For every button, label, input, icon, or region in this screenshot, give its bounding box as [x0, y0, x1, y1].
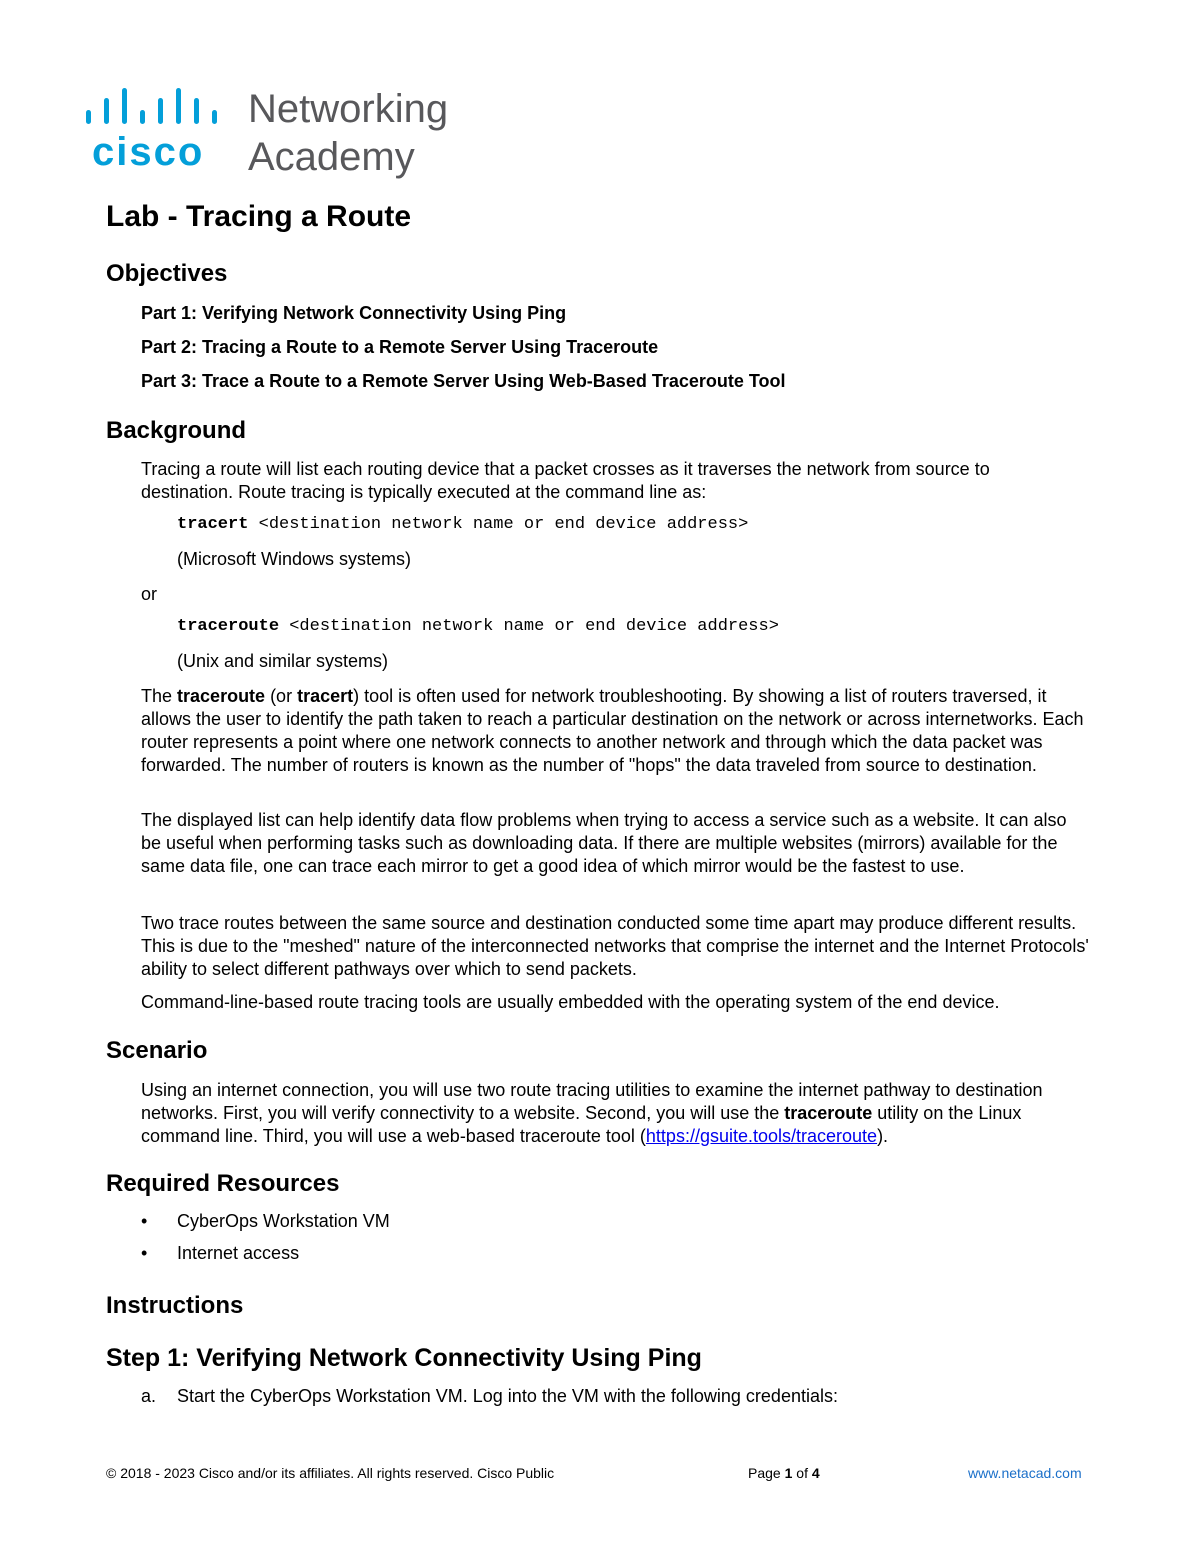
scenario-post: ). [877, 1126, 889, 1146]
background-intro-line-2: destination. Route tracing is typically executed at the command line as: [141, 482, 707, 502]
page-pre: Page [748, 1465, 785, 1481]
logo-line-academy: Academy [248, 135, 415, 179]
instructions-heading: Instructions [106, 1292, 244, 1319]
cisco-wordmark: cisco [92, 130, 205, 174]
traceroute-tool-link[interactable]: https://gsuite.tools/traceroute [645, 1126, 878, 1146]
scenario-paragraph [141, 1079, 1096, 1148]
p2-mid: (or [265, 686, 298, 706]
tracert-command [177, 515, 748, 534]
page-mid: of [792, 1465, 812, 1481]
page-num: 1 [784, 1465, 793, 1481]
objective-part-2: Part 2: Tracing a Route to a Remote Server Using Traceroute [141, 337, 659, 357]
scenario-bold-traceroute: traceroute [784, 1103, 873, 1123]
background-intro-line-1: Tracing a route will list each routing device that a packet crosses as it traverses the network from source to [141, 459, 990, 479]
background-heading: Background [106, 417, 247, 444]
page-title: Lab - Tracing a Route [106, 200, 412, 233]
logo-line-networking: Networking [248, 87, 449, 131]
required-resources-heading: Required Resources [106, 1170, 340, 1197]
resource-item: Internet access [177, 1243, 300, 1263]
background-paragraph-2 [141, 685, 1086, 777]
cisco-logo-icon [84, 86, 484, 182]
p2-bold-tracert: tracert [297, 686, 354, 706]
tracert-command-args: <destination network name or end device address> [248, 515, 749, 534]
traceroute-command [177, 617, 779, 636]
resource-item: CyberOps Workstation VM [177, 1211, 390, 1231]
scenario-pre: Using an internet connection, you will use two route tracing utilities to examine the internet pathway to destination networks. First, you will verify connectivity to a website. Second, you will use the [141, 1080, 1043, 1123]
cisco-networking-academy-logo [84, 86, 484, 182]
background-paragraph-4: Two trace routes between the same source and destination conducted some time apart may produce different results. This is due to the "meshed" nature of the interconnected networks that comprise the internet and the Internet Protocols' ability to select different pathways over which to send packets. [141, 913, 1089, 979]
traceroute-note: (Unix and similar systems) [177, 651, 389, 671]
p2-post: ) tool is often used for network troubleshooting. By showing a list of routers traversed, it allows the user to identify the path taken to reach a particular destination on the network or across internetworks. Each router represents a point where one network connects to another network and through which the data packet was forwarded. The number of routers is known as the number of "hops" the data traveled from source to destination. [141, 686, 1084, 775]
step-item-text: Start the CyberOps Workstation VM. Log into the VM with the following credentials: [177, 1386, 838, 1406]
p2-bold-traceroute: traceroute [177, 686, 266, 706]
step-item-label: a. [141, 1386, 157, 1406]
traceroute-command-name: traceroute [177, 617, 280, 636]
page-total: 4 [811, 1465, 820, 1481]
footer-copyright: © 2018 - 2023 Cisco and/or its affiliates. All rights reserved. Cisco Public [106, 1465, 555, 1481]
objective-part-3: Part 3: Trace a Route to a Remote Server Using Web-Based Traceroute Tool [141, 371, 786, 391]
footer-netacad-link[interactable]: www.netacad.com [968, 1465, 1082, 1481]
background-paragraph-5: Command-line-based route tracing tools are usually embedded with the operating system of the end device. [141, 992, 1000, 1012]
traceroute-command-args: <destination network name or end device address> [279, 617, 779, 636]
step-1-heading: Step 1: Verifying Network Connectivity Using Ping [106, 1344, 702, 1372]
objectives-heading: Objectives [106, 260, 228, 287]
footer-page-number [748, 1465, 820, 1481]
bullet-icon: • [141, 1211, 148, 1231]
background-paragraph-3: The displayed list can help identify data flow problems when trying to access a service such as a website. It can also be useful when performing tasks such as downloading data. If there are multiple websites (mirrors) available for the same data file, one can trace each mirror to get a good idea of which mirror would be the fastest to use. [141, 810, 1067, 876]
objective-part-1: Part 1: Verifying Network Connectivity Using Ping [141, 303, 567, 323]
or-text: or [141, 584, 158, 604]
scenario-mid: utility on the Linux command line. Third, you will use a web-based traceroute tool ( [141, 1103, 1022, 1146]
bullet-icon: • [141, 1243, 148, 1263]
p2-pre: The [141, 686, 178, 706]
scenario-heading: Scenario [106, 1037, 208, 1064]
tracert-note: (Microsoft Windows systems) [177, 549, 412, 569]
tracert-command-name: tracert [177, 515, 249, 534]
